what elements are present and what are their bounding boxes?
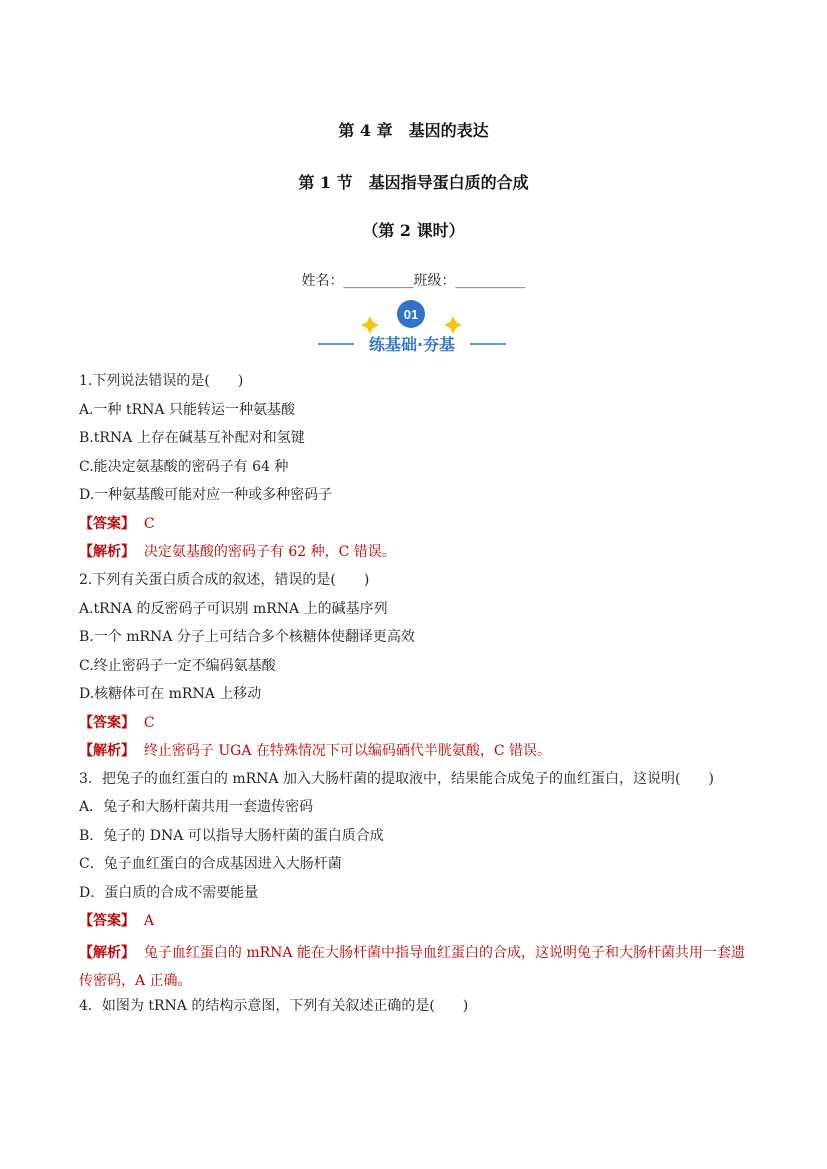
analysis-tag: 【解析】 [79,945,135,961]
question-1-option-d: D.一种氨基酸可能对应一种或多种密码子 [79,487,333,503]
answer-value: C [143,516,155,532]
badge-number: 01 [403,307,419,322]
question-1-answer [79,514,155,534]
analysis-tag: 【解析】 [79,743,135,759]
badge-text: 练基础·夯基 [368,335,456,354]
analysis-tag: 【解析】 [79,544,135,560]
question-2-option-c: C.终止密码子一定不编码氨基酸 [79,658,276,674]
question-2-option-b: B.一个 mRNA 分子上可结合多个核糖体使翻译更高效 [79,629,415,645]
question-1-analysis [79,542,396,562]
class-label: 班级： [413,273,456,289]
name-class-row [0,270,827,290]
question-2-option-a: A.tRNA 的反密码子可识别 mRNA 上的碱基序列 [79,601,388,617]
question-3-stem: 3．把兔子的血红蛋白的 mRNA 加入大肠杆菌的提取液中，结果能合成兔子的血红蛋白，这说明( ) [79,771,714,787]
question-1-option-b: B.tRNA 上存在碱基互补配对和氢键 [79,430,305,446]
section-title: 第 1 节 基因指导蛋白质的合成 [298,173,529,192]
sparkle-right-icon [444,316,462,334]
analysis-text: 终止密码子 UGA 在特殊情况下可以编码硒代半胱氨酸，C 错误。 [143,743,552,759]
answer-value: C [143,715,155,731]
name-blank[interactable]: __________ [343,273,414,289]
sparkle-left-icon [361,316,379,334]
question-2-answer [79,713,155,733]
name-label: 姓名： [301,273,344,289]
section-badge [310,298,520,356]
answer-tag: 【答案】 [79,913,135,929]
question-3-option-a: A．兔子和大肠杆菌共用一套遗传密码 [79,799,314,815]
lesson-title: （第 2 课时） [362,221,465,240]
class-blank[interactable]: __________ [455,273,526,289]
question-3-option-b: B．兔子的 DNA 可以指导大肠杆菌的蛋白质合成 [79,828,384,844]
question-3-answer [79,911,154,931]
analysis-text: 决定氨基酸的密码子有 62 种，C 错误。 [143,544,396,560]
question-3-option-c: C．兔子血红蛋白的合成基因进入大肠杆菌 [79,856,342,872]
question-2-stem: 2.下列有关蛋白质合成的叙述，错误的是( ) [79,572,370,588]
question-1-stem: 1.下列说法错误的是( ) [79,373,244,389]
answer-value: A [143,913,155,929]
question-3-option-d: D．蛋白质的合成不需要能量 [79,885,259,901]
analysis-text: 兔子血红蛋白的 mRNA 能在大肠杆菌中指导血红蛋白的合成，这说明兔子和大肠杆菌共用一套遗传密码，A 正确。 [79,945,745,989]
question-2-option-d: D.核糖体可在 mRNA 上移动 [79,686,262,702]
answer-tag: 【答案】 [79,516,135,532]
question-1-option-c: C.能决定氨基酸的密码子有 64 种 [79,459,289,475]
question-3-analysis [79,939,749,995]
question-2-analysis [79,741,551,761]
answer-tag: 【答案】 [79,715,135,731]
question-4-stem: 4．如图为 tRNA 的结构示意图，下列有关叙述正确的是( ) [79,998,469,1014]
question-1-option-a: A.一种 tRNA 只能转运一种氨基酸 [79,402,295,418]
chapter-title: 第 4 章 基因的表达 [338,121,489,140]
